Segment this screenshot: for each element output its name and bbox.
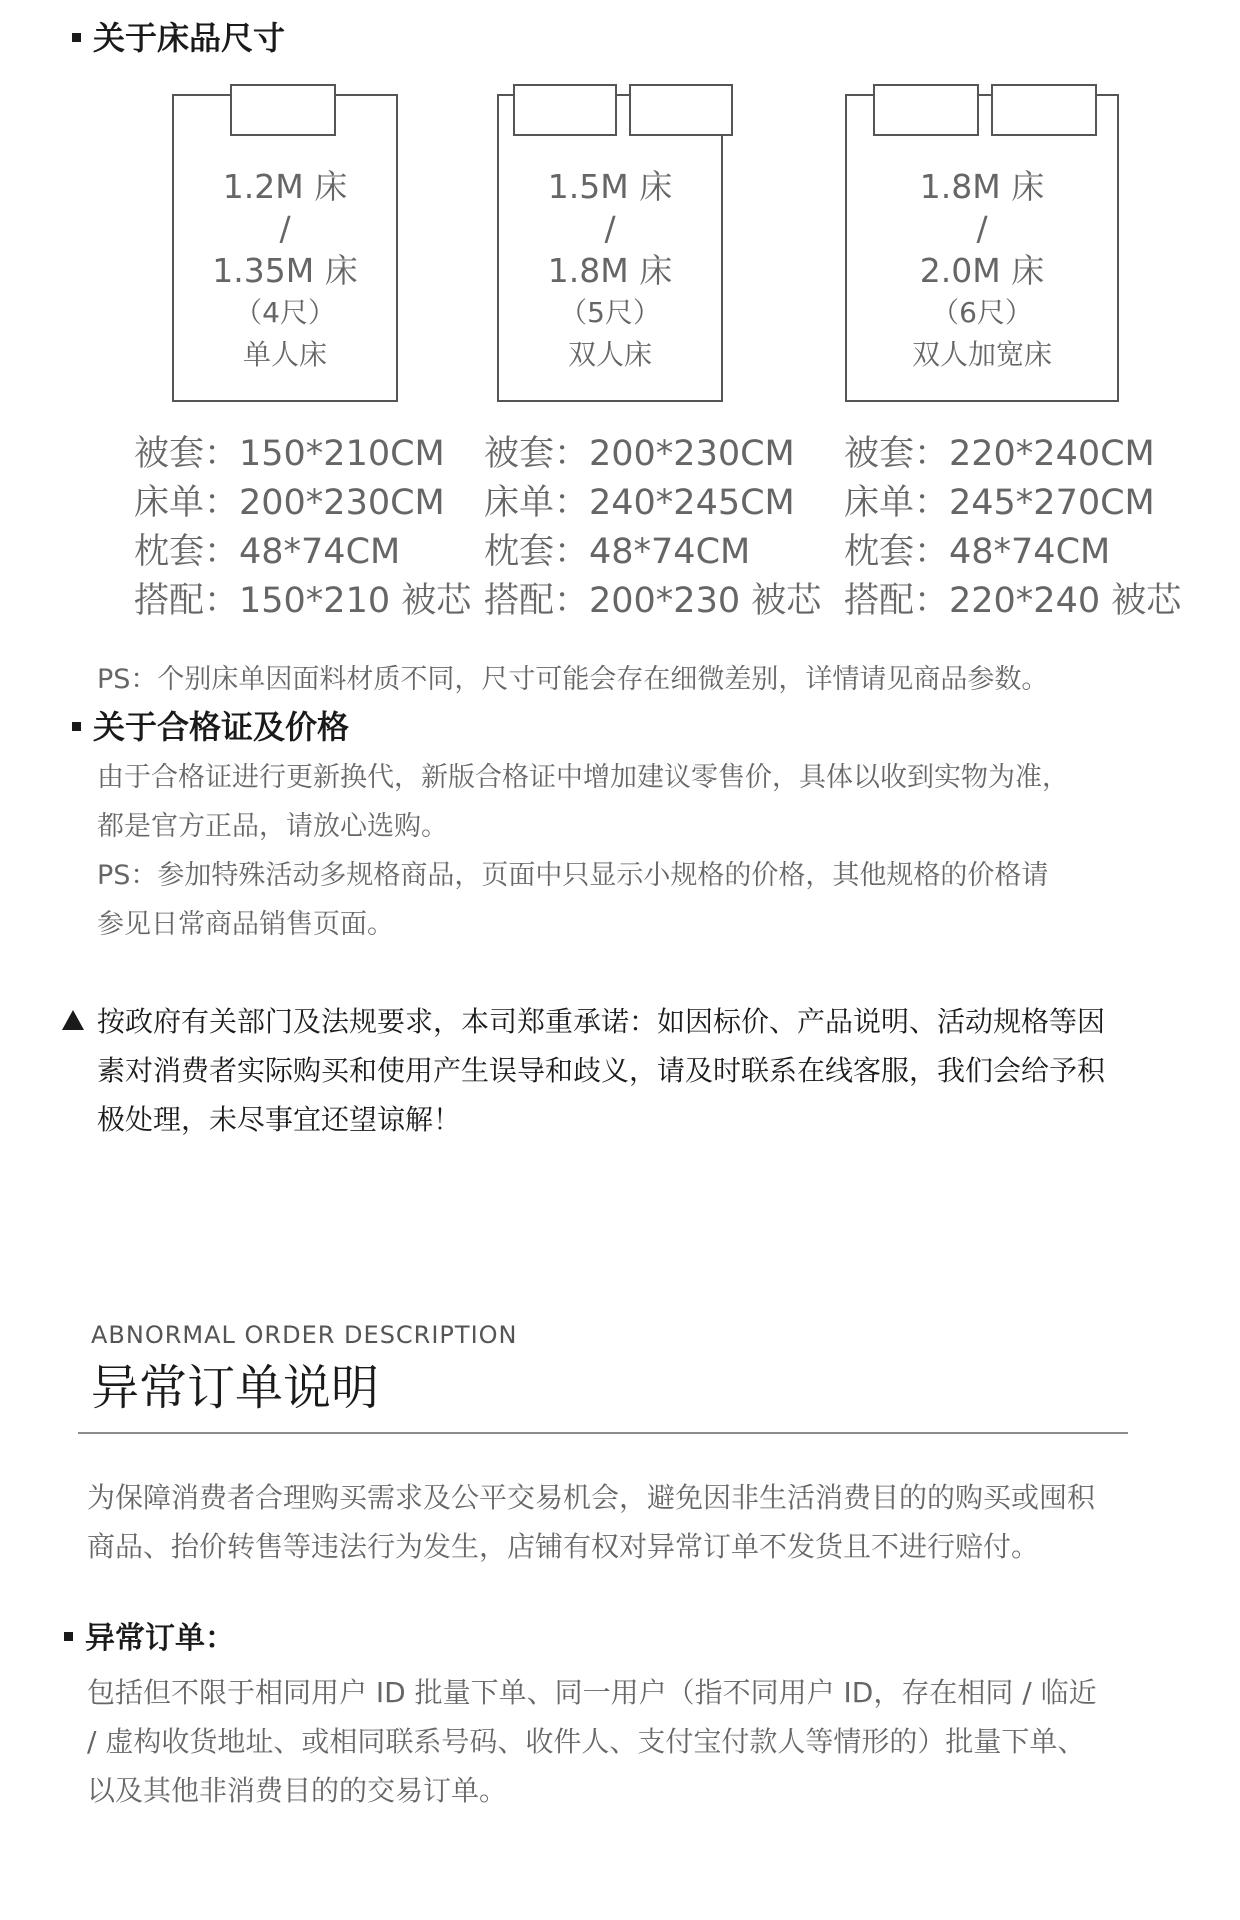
spec-match: 搭配：200*230 被芯 <box>484 581 822 621</box>
bed-separator: / <box>976 209 988 248</box>
spec-pillowcase: 枕套：48*74CM <box>844 532 1111 572</box>
spec-duvet-cover: 被套：150*210CM <box>134 434 445 474</box>
pillow-icon <box>230 84 336 136</box>
abnormal-order-title: 异常订单说明 <box>91 1360 380 1416</box>
spec-match: 搭配：150*210 被芯 <box>134 581 472 621</box>
spec-list-single <box>134 430 471 626</box>
abnormal-detail-line: 包括但不限于相同用户 ID 批量下单、同一用户（指不同用户 ID，存在相同 / 临近 <box>87 1676 1097 1709</box>
cert-price-heading-text: 关于合格证及价格 <box>93 708 350 746</box>
pillow-icon <box>629 84 733 136</box>
bed-feet: （5尺） <box>559 296 661 329</box>
abnormal-detail-line: 以及其他非消费目的的交易订单。 <box>87 1774 508 1807</box>
spec-duvet-cover: 被套：220*240CM <box>844 434 1155 474</box>
abnormal-order-eng-title: ABNORMAL ORDER DESCRIPTION <box>91 1321 518 1349</box>
bed-type: 双人床 <box>567 338 652 371</box>
cert-line: 由于合格证进行更新换代，新版合格证中增加建议零售价，具体以收到实物为准， <box>97 762 1069 793</box>
pillow-icon <box>513 84 617 136</box>
cert-line: 参见日常商品销售页面。 <box>97 909 394 940</box>
warning-line: 素对消费者实际购买和使用产生误导和歧义，请及时联系在线客服，我们会给予积 <box>97 1054 1106 1087</box>
warning-triangle-icon <box>62 1010 84 1030</box>
bed-size-1: 1.8M 床 <box>919 167 1045 206</box>
cert-line: PS：参加特殊活动多规格商品，页面中只显示小规格的价格，其他规格的价格请 <box>97 860 1049 891</box>
bed-label <box>174 166 396 376</box>
spec-sheet: 床单：200*230CM <box>134 483 445 523</box>
spec-sheet: 床单：245*270CM <box>844 483 1155 523</box>
bed-size-heading <box>72 18 285 58</box>
bed-feet: （6尺） <box>931 296 1033 329</box>
pillow-icon <box>991 84 1097 136</box>
bed-feet: （4尺） <box>234 296 336 329</box>
spec-pillowcase: 枕套：48*74CM <box>484 532 751 572</box>
bed-label <box>499 166 721 376</box>
square-bullet-icon <box>72 33 81 42</box>
bed-type: 单人床 <box>242 338 327 371</box>
square-bullet-icon <box>64 1632 73 1641</box>
bed-size-2: 1.35M 床 <box>212 251 358 290</box>
abnormal-intro-line: 为保障消费者合理购买需求及公平交易机会，避免因非生活消费目的的购买或囤积 <box>87 1481 1096 1514</box>
bed-diagram-wide-double <box>845 94 1119 402</box>
abnormal-order-subheading-text: 异常订单： <box>85 1621 235 1656</box>
abnormal-order-subheading <box>64 1619 235 1659</box>
cert-price-heading <box>72 707 349 747</box>
bed-separator: / <box>279 209 291 248</box>
bed-size-1: 1.2M 床 <box>222 167 348 206</box>
pillow-icon <box>873 84 979 136</box>
bed-separator: / <box>604 209 616 248</box>
spec-pillowcase: 枕套：48*74CM <box>134 532 401 572</box>
cert-line: 都是官方正品，请放心选购。 <box>97 811 448 842</box>
spec-sheet: 床单：240*245CM <box>484 483 795 523</box>
abnormal-detail-line: / 虚构收货地址、或相同联系号码、收件人、支付宝付款人等情形的）批量下单、 <box>87 1725 1086 1758</box>
bed-size-heading-text: 关于床品尺寸 <box>93 19 286 57</box>
title-divider <box>78 1432 1128 1434</box>
bed-type: 双人加宽床 <box>911 338 1052 371</box>
abnormal-intro-line: 商品、抬价转售等违法行为发生，店铺有权对异常订单不发货且不进行赔付。 <box>87 1530 1040 1563</box>
warning-line: 按政府有关部门及法规要求，本司郑重承诺：如因标价、产品说明、活动规格等因 <box>97 1005 1106 1038</box>
bed-label <box>847 166 1117 376</box>
bed-size-2: 1.8M 床 <box>547 251 673 290</box>
bed-diagram-double <box>497 94 723 402</box>
warning-line: 极处理，未尽事宜还望谅解！ <box>97 1103 462 1136</box>
bed-diagram-single <box>172 94 398 402</box>
spec-list-double <box>484 430 821 626</box>
spec-match: 搭配：220*240 被芯 <box>844 581 1182 621</box>
spec-duvet-cover: 被套：200*230CM <box>484 434 795 474</box>
square-bullet-icon <box>72 722 81 731</box>
bed-size-1: 1.5M 床 <box>547 167 673 206</box>
spec-list-wide-double <box>844 430 1181 626</box>
bed-size-ps-note: PS：个别床单因面料材质不同，尺寸可能会存在细微差别，详情请见商品参数。 <box>97 664 1049 695</box>
bed-size-2: 2.0M 床 <box>919 251 1045 290</box>
